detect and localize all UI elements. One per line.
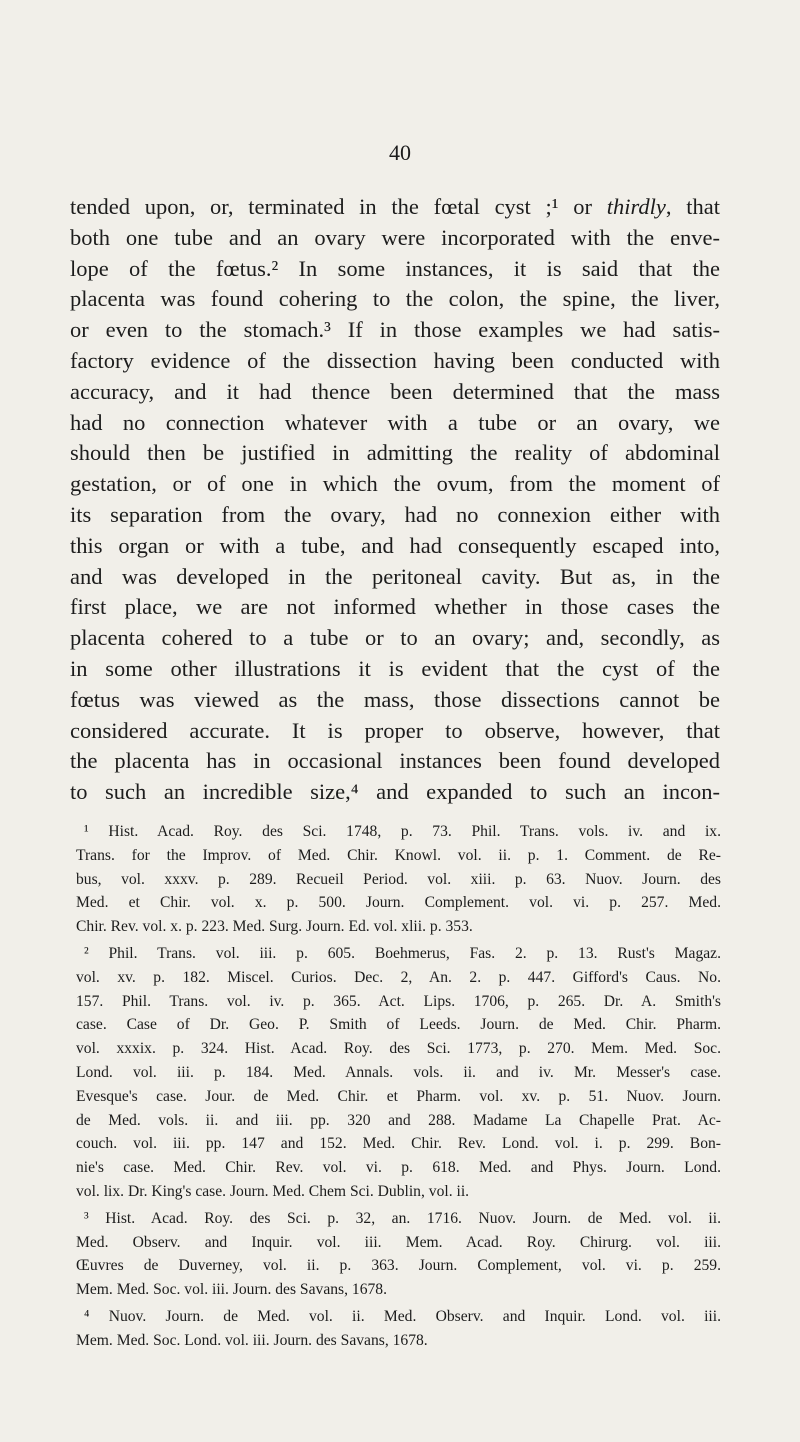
body-line: placenta was found cohering to the colon, the spine, the liver, [70, 286, 720, 312]
footnote-4 [76, 1305, 721, 1353]
body-line: gestation, or of one in which the ovum, from the moment of [70, 471, 720, 497]
footnote-line: 157. Phil. Trans. vol. iv. p. 365. Act. Lips. 1706, p. 265. Dr. A. Smith's [76, 992, 721, 1010]
footnote-line: de Med. vols. ii. and iii. pp. 320 and 288. Madame La Chapelle Prat. Ac- [76, 1111, 721, 1129]
footnote-line: nie's case. Med. Chir. Rev. vol. vi. p. 618. Med. and Phys. Journ. Lond. [76, 1159, 721, 1177]
footnote-line: ² Phil. Trans. vol. iii. p. 605. Boehmerus, Fas. 2. p. 13. Rust's Magaz. [84, 944, 721, 962]
footnote-line: Med. Observ. and Inquir. vol. iii. Mem. Acad. Roy. Chirurg. vol. iii. [76, 1233, 721, 1251]
footnote-line: ⁴ Nuov. Journ. de Med. vol. ii. Med. Observ. and Inquir. Lond. vol. iii. [84, 1307, 721, 1325]
footnote-line: Lond. vol. iii. p. 184. Med. Annals. vols. ii. and iv. Mr. Messer's case. [76, 1063, 721, 1081]
footnote-line: vol. xxxix. p. 324. Hist. Acad. Roy. des Sci. 1773, p. 270. Mem. Med. Soc. [76, 1040, 721, 1058]
body-line: fœtus was viewed as the mass, those dissections cannot be [70, 686, 720, 712]
body-line: placenta cohered to a tube or to an ovary; and, secondly, as [70, 625, 720, 651]
body-line: its separation from the ovary, had no connexion either with [70, 501, 720, 527]
body-line: this organ or with a tube, and had consequently escaped into, [70, 532, 720, 558]
body-text [70, 192, 720, 808]
footnote-2 [76, 942, 721, 1204]
body-line: should then be justified in admitting the reality of abdominal [70, 440, 720, 466]
body-line: in some other illustrations it is evident that the cyst of the [70, 655, 720, 681]
body-line: to such an incredible size,⁴ and expanded to such an incon- [70, 779, 720, 805]
footnote-line: Evesque's case. Jour. de Med. Chir. et Pharm. vol. xv. p. 51. Nuov. Journ. [76, 1087, 721, 1105]
footnote-line: ³ Hist. Acad. Roy. des Sci. p. 32, an. 1716. Nuov. Journ. de Med. vol. ii. [84, 1209, 721, 1227]
body-line: and was developed in the peritoneal cavity. But as, in the [70, 563, 720, 589]
footnote-line: couch. vol. iii. pp. 147 and 152. Med. Chir. Rev. Lond. vol. i. p. 299. Bon- [76, 1135, 721, 1153]
footnote-1 [76, 820, 721, 939]
footnotes [76, 820, 721, 1356]
body-line: factory evidence of the dissection having been conducted with [70, 347, 720, 373]
footnote-line: vol. xv. p. 182. Miscel. Curios. Dec. 2, An. 2. p. 447. Gifford's Caus. No. [76, 968, 721, 986]
body-line: the placenta has in occasional instances been found developed [70, 748, 720, 774]
footnote-line: Œuvres de Duverney, vol. ii. p. 363. Journ. Complement, vol. vi. p. 259. [76, 1257, 721, 1275]
body-line: lope of the fœtus.² In some instances, it is said that the [70, 255, 720, 281]
footnote-line: Trans. for the Improv. of Med. Chir. Knowl. vol. ii. p. 1. Comment. de Re- [76, 846, 721, 864]
body-line: had no connection whatever with a tube or an ovary, we [70, 409, 720, 435]
body-line: accuracy, and it had thence been determined that the mass [70, 378, 720, 404]
footnote-line: ¹ Hist. Acad. Roy. des Sci. 1748, p. 73. Phil. Trans. vols. iv. and ix. [84, 823, 721, 840]
body-line: first place, we are not informed whether in those cases the [70, 594, 720, 620]
footnote-line: Med. et Chir. vol. x. p. 500. Journ. Complement. vol. vi. p. 257. Med. [76, 894, 721, 912]
footnote-line: Mem. Med. Soc. Lond. vol. iii. Journ. des Savans, 1678. [76, 1331, 428, 1349]
body-line: tended upon, or, terminated in the fœtal cyst ;¹ or thirdly, that [70, 194, 720, 219]
footnote-line: Mem. Med. Soc. vol. iii. Journ. des Savans, 1678. [76, 1281, 387, 1299]
footnote-line: vol. lix. Dr. King's case. Journ. Med. Chem Sci. Dublin, vol. ii. [76, 1182, 470, 1200]
footnote-line: bus, vol. xxxv. p. 289. Recueil Period. vol. xiii. p. 63. Nuov. Journ. des [76, 870, 721, 888]
page-number: 40 [389, 140, 411, 165]
footnote-line: case. Case of Dr. Geo. P. Smith of Leeds. Journ. de Med. Chir. Pharm. [76, 1016, 721, 1034]
footnote-line: Chir. Rev. vol. x. p. 223. Med. Surg. Journ. Ed. vol. xlii. p. 353. [76, 918, 473, 936]
footnote-3 [76, 1207, 721, 1302]
body-line: or even to the stomach.³ If in those examples we had satis- [70, 317, 720, 343]
body-line: considered accurate. It is proper to observe, however, that [70, 717, 720, 743]
body-line: both one tube and an ovary were incorporated with the enve- [70, 224, 720, 250]
